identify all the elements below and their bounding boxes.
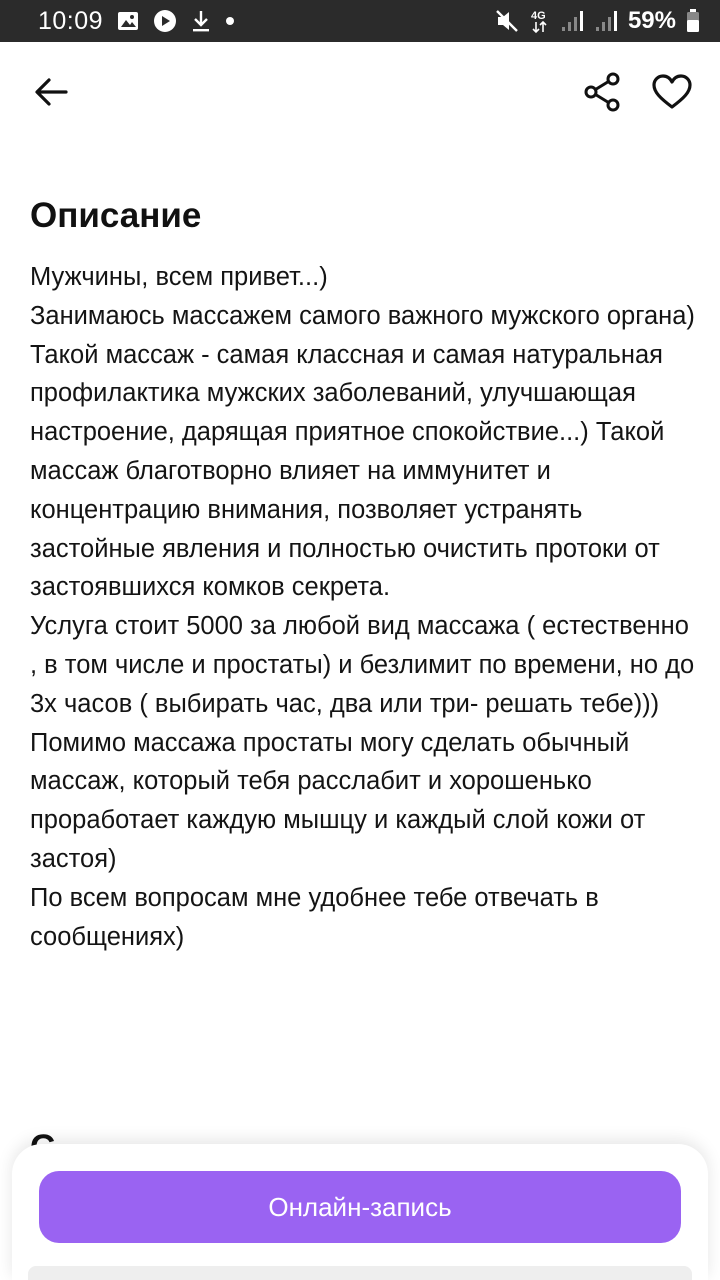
description-section — [30, 196, 700, 956]
description-paragraph: Услуга стоит 5000 за любой вид массажа ( естественно , в том числе и простаты) и безлимит по времени, но до 3х часов ( выбирать час, два или три- решать тебе))) — [30, 612, 695, 718]
back-button[interactable] — [26, 67, 76, 117]
description-paragraph: Помимо массажа простаты могу сделать обычный массаж, который тебя расслабит и хорошенько проработает каждую мышцу и каждый слой кожи от застоя) — [30, 728, 646, 873]
battery-percent: 59% — [627, 7, 676, 34]
signal-icon — [560, 9, 584, 33]
favorite-button[interactable] — [650, 70, 694, 114]
dot-icon — [225, 16, 235, 26]
battery-icon — [686, 9, 700, 33]
description-paragraph: По всем вопросам мне удобнее тебе отвечать в сообщениях) — [30, 883, 599, 951]
share-icon — [584, 72, 620, 112]
description-paragraph: Мужчины, всем привет...) — [30, 263, 328, 291]
online-booking-button[interactable]: Онлайн-запись — [39, 1171, 681, 1243]
signal-icon — [594, 9, 618, 33]
description-paragraph: Такой массаж - самая классная и самая натуральная профилактика мужских заболеваний, улучшающая настроение, дарящая приятное спокойствие...) Такой массаж благотворно влияет на иммунитет и концентрацию внимания, позволяет устранять застойные явления и полностью очистить протоки от застоявшихся комков секрета. — [30, 340, 665, 602]
status-bar — [0, 0, 720, 42]
network-indicator — [530, 8, 550, 34]
mute-icon — [494, 8, 520, 34]
download-icon — [191, 9, 211, 33]
image-icon — [117, 11, 139, 31]
top-app-bar — [0, 42, 720, 142]
description-title: Описание — [30, 196, 202, 235]
description-text — [30, 258, 700, 956]
back-arrow-icon — [34, 77, 68, 107]
heart-icon — [652, 74, 692, 110]
share-button[interactable] — [580, 70, 624, 114]
svg-text:4G: 4G — [530, 10, 546, 22]
status-time: 10:09 — [38, 6, 104, 35]
description-paragraph: Занимаюсь массажем самого важного мужского органа) — [30, 301, 695, 330]
bottom-sheet-edge — [28, 1266, 692, 1280]
play-icon — [153, 9, 177, 33]
